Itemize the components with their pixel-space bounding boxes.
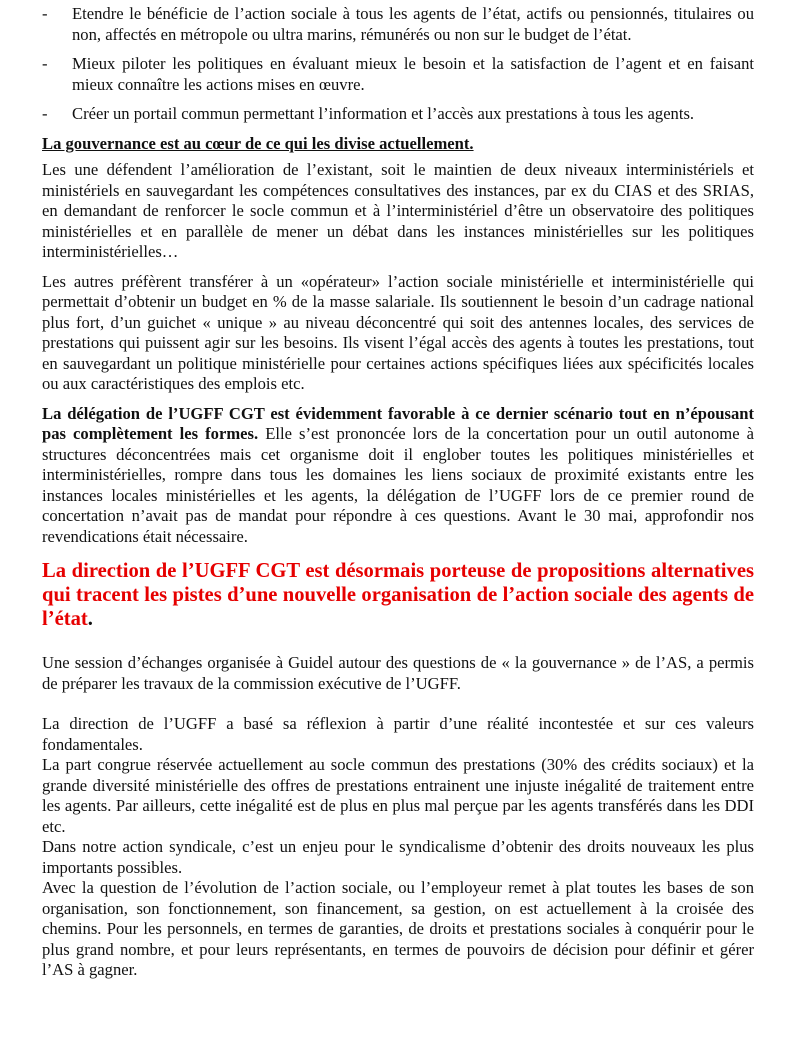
bullet-marker: - xyxy=(42,104,48,123)
paragraph-direction-reflection: La direction de l’UGFF a basé sa réflexion à partir d’une réalité incontestée et sur ces valeurs fondamentales. xyxy=(42,714,754,754)
red-highlight-heading xyxy=(42,559,754,631)
paragraph-crossroads: Avec la question de l’évolution de l’action sociale, ou l’employeur remet à plat toutes les bases de son organisation, son fonctionnement, son financement, sa gestion, on est actuellement à la croisée des chemins. Pour les personnels, en termes de garanties, de droits et prestations sociales à conquérir pour le plus grand nombre, et pour leurs représentants, en termes de pouvoirs de décision pour définir et gérer l’AS à gagner. xyxy=(42,878,754,979)
paragraph-body: Elle s’est prononcée lors de la concertation pour un outil autonome à structures déconcentrées mais cet organisme doit il englober toutes les politiques ministérielles et interministérielles, rompre dans tous les domaines les liens sociaux de proximité existants entre les instances locales ministérielles et les agents, la délégation de l’UGFF lors de ce premier round de concertation n’avait pas de mandat pour répondre à ces questions. Avant le 30 mai, approfondir nos revendications était nécessaire. xyxy=(42,424,754,546)
bullet-text: Etendre le bénéficie de l’action sociale à tous les agents de l’état, actifs ou pensionnés, titulaires ou non, affectés en métropole ou ultra marins, rémunérés ou non sur le budget de l’état. xyxy=(72,4,754,44)
bullet-text: Créer un portail commun permettant l’information et l’accès aux prestations à tous les agents. xyxy=(72,104,695,123)
list-item xyxy=(42,4,754,45)
section-heading: La gouvernance est au cœur de ce qui les divise actuellement. xyxy=(42,133,474,153)
bullet-marker: - xyxy=(42,4,48,23)
document-page xyxy=(42,4,754,981)
paragraph-existing-improvement: Les une défendent l’amélioration de l’existant, soit le maintien de deux niveaux interministériels et ministériels en sauvegardant les compétences consultatives des instances, par ex du CIAS et des SRIAS, en demandant de renforcer le socle commun et à l’interministériel d’être un observatoire des politiques ministérielles et en parallèle de mener un débat dans les instances ministérielles sur les politiques interministérielles… xyxy=(42,160,754,261)
red-heading-period: . xyxy=(87,608,93,630)
paragraph-ugff-delegation xyxy=(42,404,754,548)
bullet-list xyxy=(42,4,754,125)
paragraph-union-stake: Dans notre action syndicale, c’est un enjeu pour le syndicalisme d’obtenir des droits nouveaux les plus importants possibles. xyxy=(42,837,754,877)
list-item xyxy=(42,54,754,95)
paragraph-common-base: La part congrue réservée actuellement au socle commun des prestations (30% des crédits sociaux) et la grande diversité ministérielle des offres de prestations entrainent une injuste inégalité de traitement entre les agents. Par ailleurs, cette inégalité est de plus en plus mal perçue par les agents transférés dans les DDI etc. xyxy=(42,755,754,836)
paragraph-guidel-session: Une session d’échanges organisée à Guidel autour des questions de « la gouvernance » de l’AS, a permis de préparer les travaux de la commission exécutive de l’UGFF. xyxy=(42,653,754,693)
paragraph-operator-transfer: Les autres préfèrent transférer à un «opérateur» l’action sociale ministérielle et interministérielle qui permettait d’obtenir un budget en % de la masse salariale. Ils soutiennent le besoin d’un cadrage national plus fort, d’un guichet « unique » au niveau déconcentré qui soit des antennes locales, des services de prestations qui puissent agir sur les besoins. Ils visent l’égal accès des agents à toutes les prestations, tout en sauvegardant un politique ministérielle pour certaines actions spécifiques liées aux spécificités locales ou aux caractéristiques des emplois etc. xyxy=(42,271,754,393)
bullet-text: Mieux piloter les politiques en évaluant mieux le besoin et la satisfaction de l’agent et en faisant mieux connaître les actions mises en œuvre. xyxy=(72,54,754,94)
paragraph-bold-lead: La délégation de l’UGFF CGT est évidemment favorable à ce dernier scénario tout en n’épousant pas complètement les formes. xyxy=(42,403,754,443)
bullet-marker: - xyxy=(42,54,48,73)
red-heading-text: La direction de l’UGFF CGT est désormais porteuse de propositions alternatives qui tracent les pistes d’une nouvelle organisation de l’action sociale des agents de l’état xyxy=(42,560,754,630)
list-item xyxy=(42,104,754,125)
